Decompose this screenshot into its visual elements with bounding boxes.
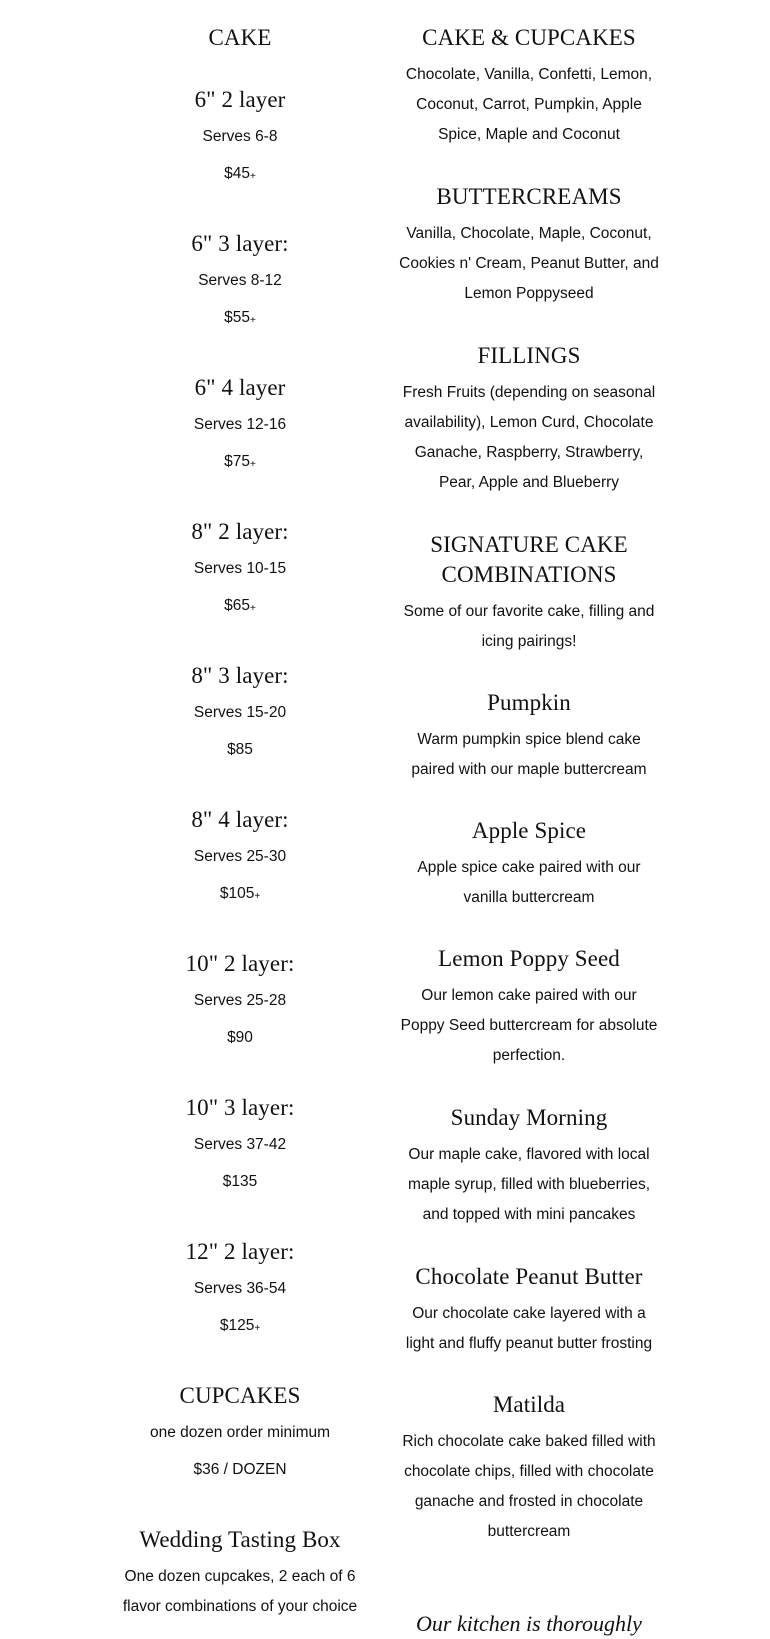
combo-line: buttercream: [487, 1523, 571, 1540]
combo-line: Warm pumpkin spice blend cake: [417, 731, 641, 748]
size-price: $90: [227, 1029, 253, 1046]
size-name: 8" 2 layer:: [191, 519, 289, 544]
size-name: 6" 4 layer: [194, 375, 286, 400]
kitchen-note-text: Our kitchen is thoroughly: [416, 1611, 642, 1636]
combo-line: Poppy Seed buttercream for absolute: [400, 1017, 658, 1034]
flavors-line: Spice, Maple and Coconut: [438, 126, 620, 143]
buttercreams-line: Cookies n' Cream, Peanut Butter, and: [399, 255, 659, 272]
size-item: [110, 805, 370, 911]
flavors-line: Coconut, Carrot, Pumpkin, Apple: [416, 96, 642, 113]
fillings-line: Pear, Apple and Blueberry: [438, 474, 620, 491]
tasting-box-title: Wedding Tasting Box: [139, 1527, 341, 1552]
flavors-title: CAKE & CUPCAKES: [422, 25, 636, 50]
combo-item: [398, 688, 660, 785]
size-name: 6" 2 layer: [194, 87, 286, 112]
combo-line: Our chocolate cake layered with a: [412, 1305, 646, 1322]
combo-line: ganache and frosted in chocolate: [414, 1493, 644, 1510]
signature-section: [398, 530, 660, 657]
size-name: 8" 4 layer:: [191, 807, 289, 832]
combo-line: Apple spice cake paired with our: [417, 859, 641, 876]
combo-line: maple syrup, filled with blueberries,: [407, 1176, 651, 1193]
size-price: $45+: [224, 165, 256, 182]
size-name: 12" 2 layer:: [185, 1239, 295, 1264]
tasting-box-line: One dozen cupcakes, 2 each of 6: [124, 1568, 356, 1585]
combo-name: Apple Spice: [471, 818, 587, 843]
combo-name: Chocolate Peanut Butter: [415, 1264, 643, 1289]
fillings-section: [398, 341, 660, 498]
combo-line: paired with our maple buttercream: [411, 761, 647, 778]
combo-line: vanilla buttercream: [463, 889, 595, 906]
size-item: [110, 949, 370, 1055]
combo-line: chocolate chips, filled with chocolate: [404, 1463, 654, 1480]
size-price: $105+: [219, 885, 261, 902]
fillings-line: Fresh Fruits (depending on seasonal: [402, 384, 656, 401]
cupcakes-title: CUPCAKES: [179, 1383, 301, 1408]
size-item: [110, 373, 370, 479]
size-price: $65+: [224, 597, 256, 614]
size-item: [110, 1093, 370, 1199]
size-name: 10" 3 layer:: [185, 1095, 295, 1120]
signature-title: SIGNATURE CAKE: [430, 532, 628, 557]
cupcakes-price: $36 / DOZEN: [193, 1461, 287, 1478]
combo-line: Rich chocolate cake baked filled with: [402, 1433, 656, 1450]
size-price: $55+: [224, 309, 256, 326]
size-serves: Serves 8-12: [198, 272, 282, 289]
combo-item: [398, 1103, 660, 1230]
size-serves: Serves 36-54: [193, 1280, 287, 1297]
combo-line: Our maple cake, flavored with local: [408, 1146, 650, 1163]
size-serves: Serves 10-15: [193, 560, 287, 577]
buttercreams-line: Vanilla, Chocolate, Maple, Coconut,: [406, 225, 652, 242]
size-serves: Serves 37-42: [193, 1136, 287, 1153]
signature-line: Some of our favorite cake, filling and: [403, 603, 655, 620]
size-name: 6" 3 layer:: [191, 231, 289, 256]
size-item: [110, 1237, 370, 1343]
tasting-box-section: [110, 1525, 370, 1622]
combo-name: Matilda: [492, 1392, 566, 1417]
fillings-title: FILLINGS: [477, 343, 581, 368]
size-price: $125+: [219, 1317, 261, 1334]
size-name: 8" 3 layer:: [191, 663, 289, 688]
combo-line: and topped with mini pancakes: [422, 1206, 636, 1223]
cake-section: [110, 23, 370, 53]
size-serves: Serves 6-8: [202, 128, 278, 145]
combo-item: [398, 816, 660, 913]
size-serves: Serves 15-20: [193, 704, 287, 721]
combo-item: [398, 944, 660, 1071]
cupcakes-minimum: one dozen order minimum: [149, 1424, 331, 1441]
size-price: $75+: [224, 453, 256, 470]
kitchen-note: [398, 1609, 660, 1639]
size-serves: Serves 25-28: [193, 992, 287, 1009]
signature-title: COMBINATIONS: [441, 562, 617, 587]
size-name: 10" 2 layer:: [185, 951, 295, 976]
combo-line: Our lemon cake paired with our: [421, 987, 637, 1004]
combo-line: perfection.: [492, 1047, 566, 1064]
size-item: [110, 517, 370, 623]
fillings-line: Ganache, Raspberry, Strawberry,: [414, 444, 644, 461]
size-serves: Serves 25-30: [193, 848, 287, 865]
size-item: [110, 85, 370, 191]
flavors-section: [398, 23, 660, 150]
cupcakes-section: [110, 1381, 370, 1485]
tasting-box-line: flavor combinations of your choice: [122, 1598, 358, 1615]
buttercreams-section: [398, 182, 660, 309]
size-item: [110, 661, 370, 767]
cake-title: CAKE: [208, 25, 272, 50]
combo-line: light and fluffy peanut butter frosting: [405, 1335, 653, 1352]
size-item: [110, 229, 370, 335]
buttercreams-line: Lemon Poppyseed: [464, 285, 594, 302]
buttercreams-title: BUTTERCREAMS: [436, 184, 622, 209]
combo-name: Lemon Poppy Seed: [438, 946, 620, 971]
combo-name: Sunday Morning: [450, 1105, 608, 1130]
signature-line: icing pairings!: [481, 633, 577, 650]
size-serves: Serves 12-16: [193, 416, 287, 433]
flavors-line: Chocolate, Vanilla, Confetti, Lemon,: [405, 66, 653, 83]
combo-item: [398, 1262, 660, 1359]
combo-item: [398, 1390, 660, 1547]
size-price: $85: [227, 741, 253, 758]
size-price: $135: [222, 1173, 258, 1190]
fillings-line: availability), Lemon Curd, Chocolate: [404, 414, 654, 431]
combo-name: Pumpkin: [487, 690, 571, 715]
